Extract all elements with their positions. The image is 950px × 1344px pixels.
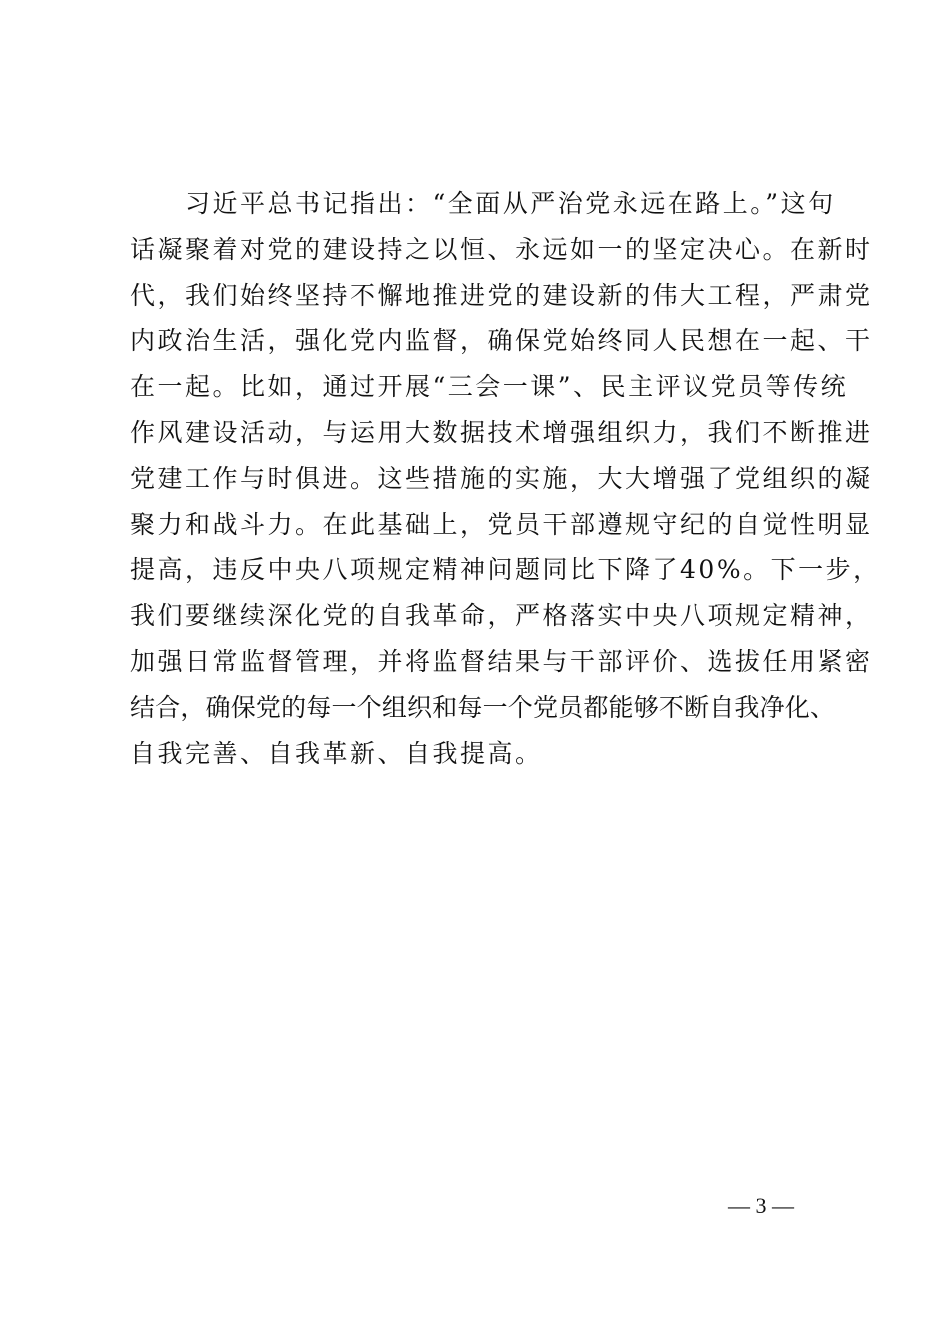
page-number: — 3 —	[728, 1193, 794, 1218]
paragraph-line: 结合，确保党的每一个组织和每一个党员都能够不断自我净化、	[130, 692, 835, 722]
paragraph-line: 党建工作与时俱进。这些措施的实施，大大增强了党组织的凝	[130, 463, 873, 493]
paragraph-line: 代，我们始终坚持不懈地推进党的建设新的伟大工程，严肃党	[130, 280, 873, 310]
paragraph-line: 自我完善、自我革新、自我提高。	[130, 738, 543, 768]
body-paragraph	[130, 181, 881, 776]
paragraph-line: 我们要继续深化党的自我革命，严格落实中央八项规定精神，	[130, 601, 873, 631]
paragraph-line: 习近平总书记指出：“全面从严治党永远在路上。”这句	[185, 189, 836, 218]
paragraph-line: 在一起。比如，通过开展“三会一课”、民主评议党员等传统	[130, 372, 849, 402]
paragraph-line: 加强日常监督管理，并将监督结果与干部评价、选拔任用紧密	[130, 646, 873, 676]
paragraph-line: 聚力和战斗力。在此基础上，党员干部遵规守纪的自觉性明显	[130, 509, 873, 539]
paragraph-line: 内政治生活，强化党内监督，确保党始终同人民想在一起、干	[130, 326, 873, 356]
paragraph-line: 提高，违反中央八项规定精神问题同比下降了40%。下一步，	[130, 555, 881, 585]
paragraph-line: 作风建设活动，与运用大数据技术增强组织力，我们不断推进	[130, 417, 873, 447]
paragraph-line: 话凝聚着对党的建设持之以恒、永远如一的坚定决心。在新时	[130, 234, 873, 264]
